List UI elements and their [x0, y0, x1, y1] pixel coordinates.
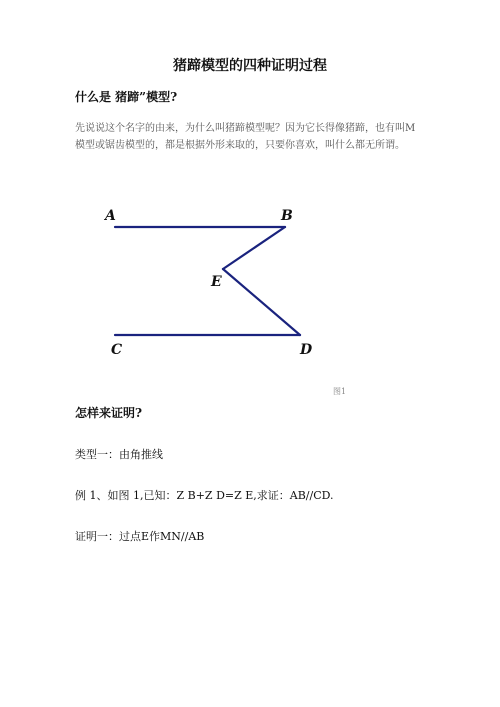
pig-hoof-figure: [95, 200, 335, 365]
document-title: 猪蹄模型的四种证明过程: [173, 58, 327, 74]
label-a: A: [105, 208, 116, 224]
example-line: 例 1、如图 1,已知：Z B+Z D=Z E,求证：AB//CD.: [75, 489, 334, 502]
segment-ed: [223, 269, 300, 335]
section-heading-what-is: 什么是 猪蹄”模型?: [75, 90, 178, 104]
segment-be: [223, 227, 285, 269]
proof-line: 证明一：过点E作MN//AB: [75, 530, 205, 543]
type-line: 类型一：由角推线: [75, 448, 163, 461]
label-e: E: [211, 274, 222, 290]
label-d: D: [300, 342, 313, 358]
intro-paragraph-line-2: 模型或锯齿模型的，都是根据外形来取的，只要你喜欢，叫什么都无所谓。: [75, 140, 405, 151]
section-heading-how-to-prove: 怎样来证明?: [75, 406, 143, 420]
figure-caption: 图1: [333, 387, 347, 396]
figure-lines: [115, 227, 300, 335]
intro-paragraph: [75, 120, 425, 154]
intro-paragraph-line-1: 先说说这个名字的由来，为什么叫猪蹄模型呢？因为它长得像猪蹄，也有叫M: [75, 123, 416, 134]
label-b: B: [281, 208, 293, 224]
label-c: C: [111, 342, 123, 358]
